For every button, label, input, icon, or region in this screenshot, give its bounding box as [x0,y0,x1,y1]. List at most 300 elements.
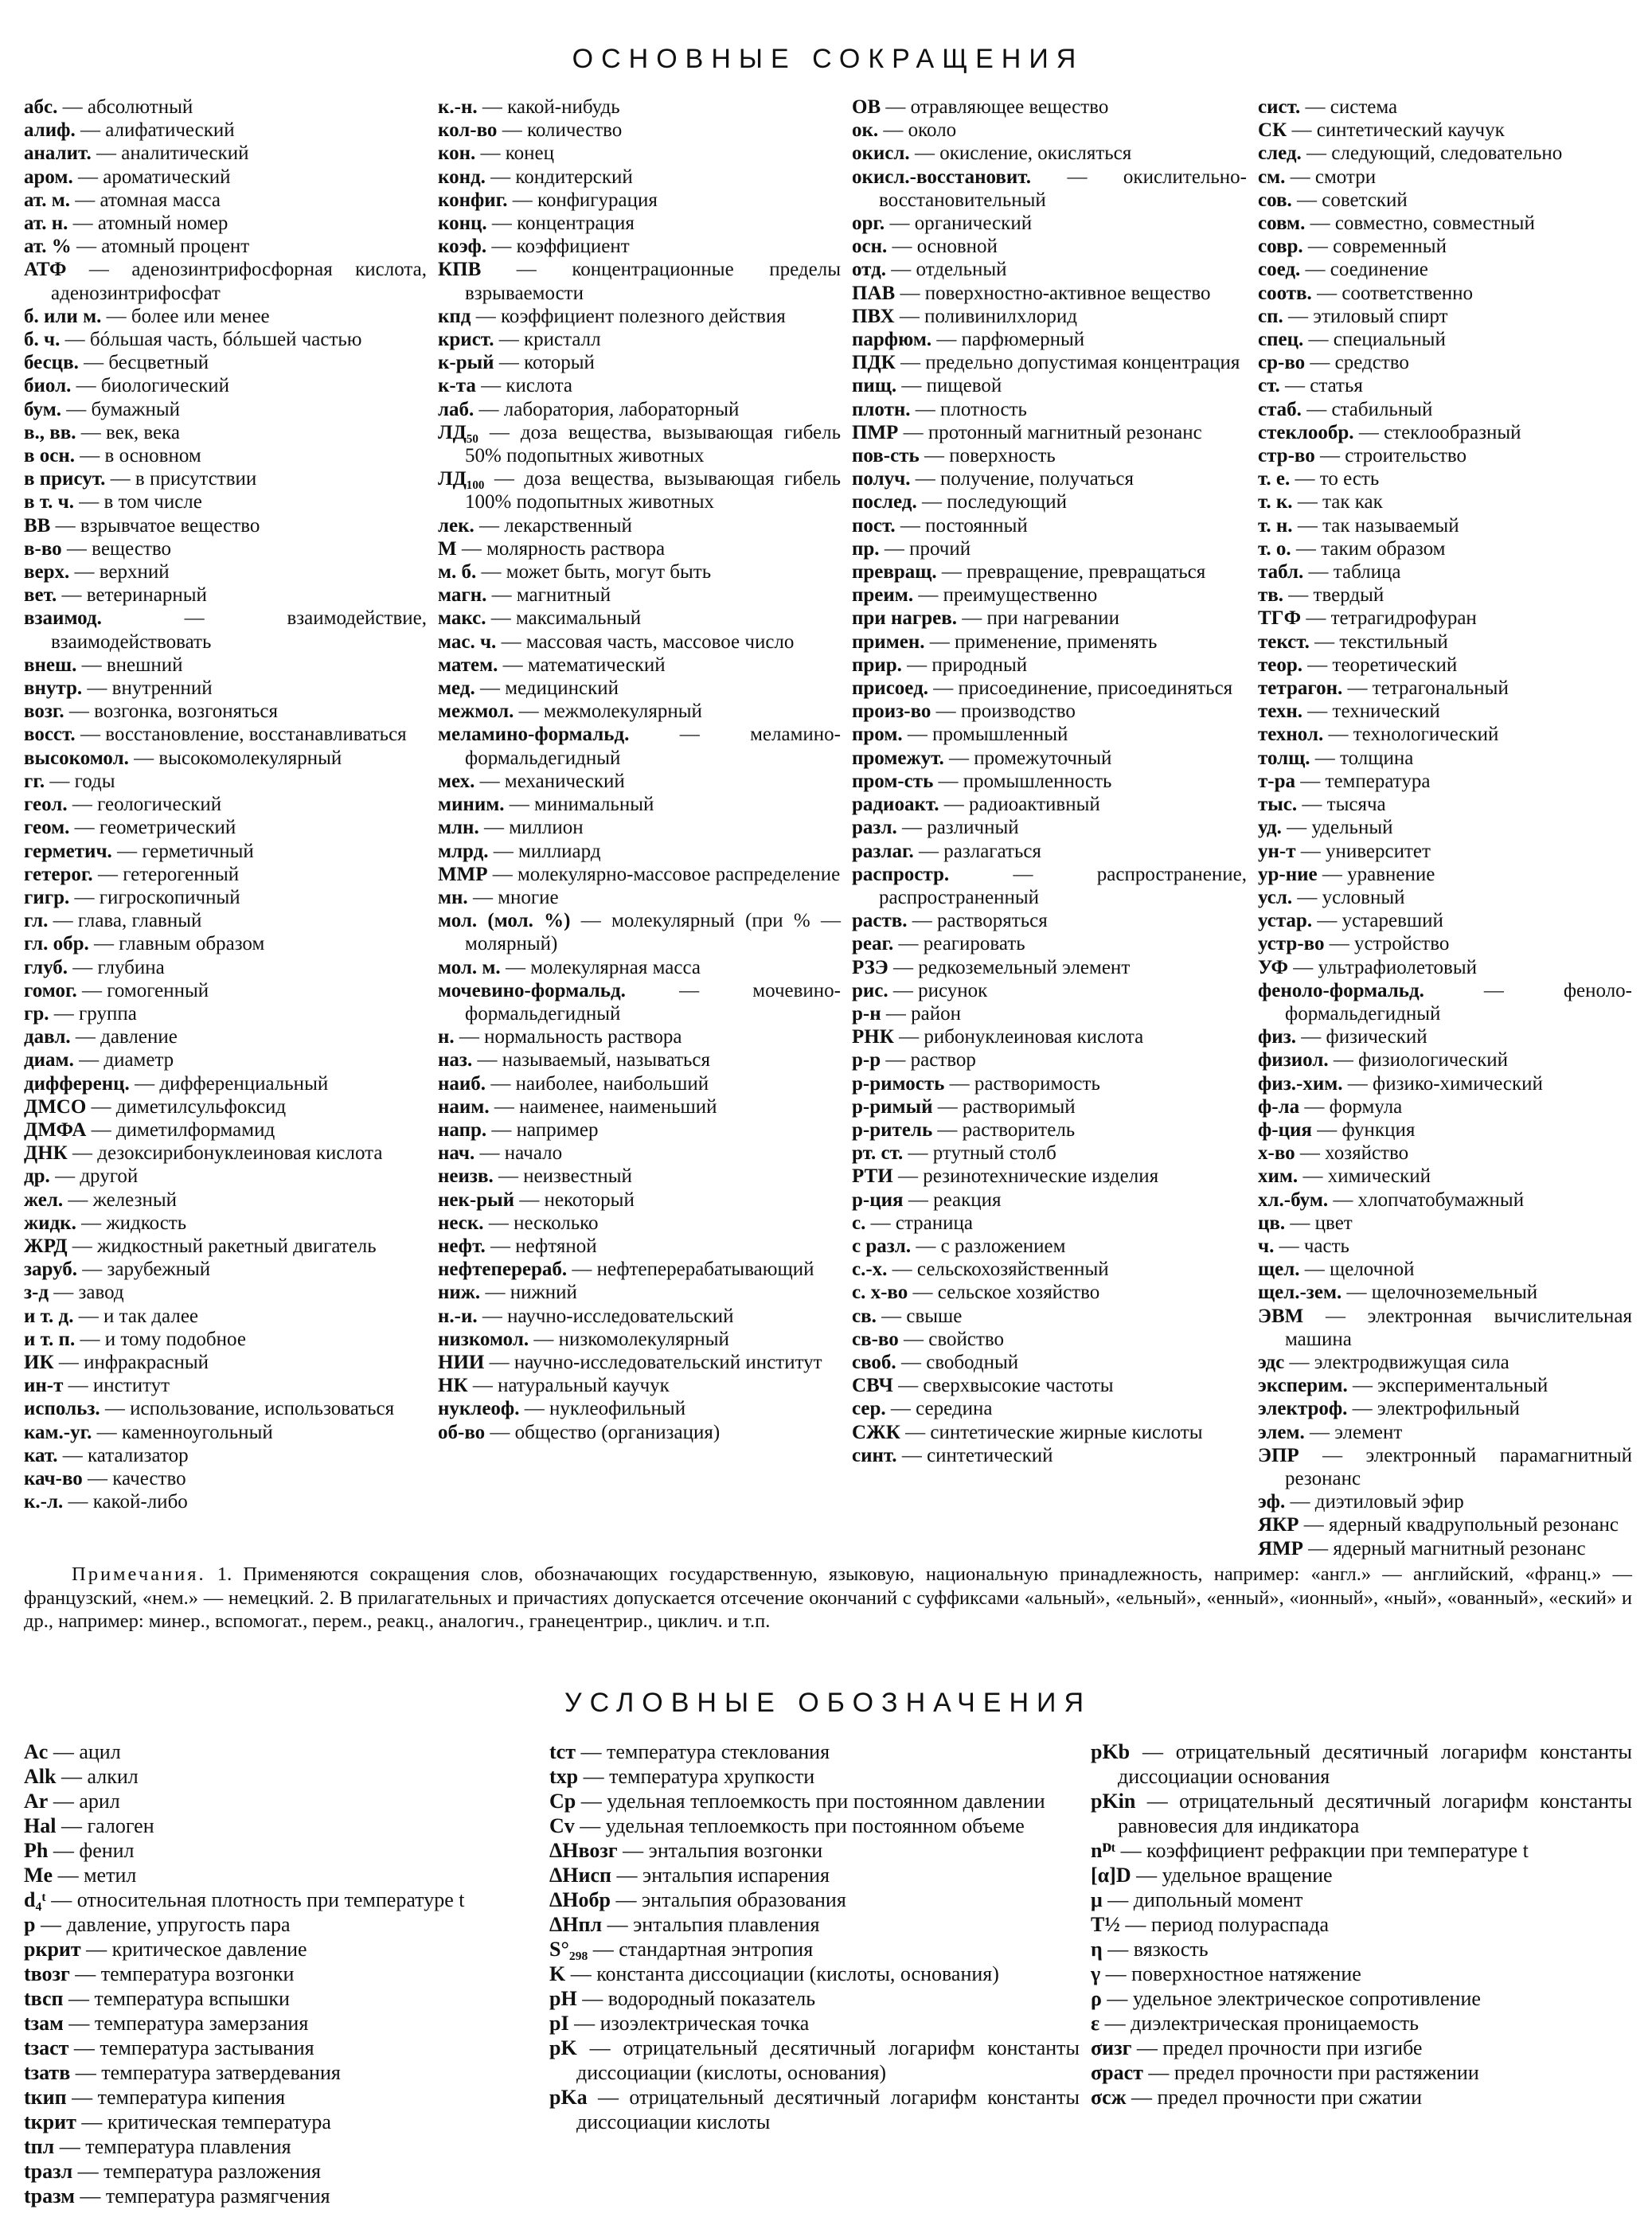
entry-term: аром. [24,166,73,188]
entry-term: ин-т [24,1375,64,1397]
entry-term: pKin [1091,1790,1136,1813]
entry-definition: устаревший [1342,910,1443,932]
entry [24,258,427,304]
entry [24,1281,427,1304]
entry-term: СК [1258,119,1287,142]
entry-dash: — [519,1398,549,1420]
entry-term: СЖК [852,1421,900,1443]
entry-term: сп. [1258,305,1283,327]
entry-definition: хлопчатобумажный [1357,1189,1525,1211]
entry-dash: — [888,956,919,978]
entry-definition: формула [1329,1095,1403,1118]
symbols-title: УСЛОВНЫЕ ОБОЗНАЧЕНИЯ [564,1688,1092,1718]
entry-term: радиоакт. [852,794,939,816]
entry-definition: атомный номер [97,213,228,235]
entry-dash: — [68,956,98,978]
entry-definition: ультрафиолетовый [1318,956,1478,978]
entry-dash: — [565,1962,597,1985]
entry [24,2184,538,2208]
entry-dash: — [1292,514,1323,537]
entry [24,1002,427,1025]
entry-definition: удельный [1311,817,1393,839]
entry-dash: — [910,398,941,420]
entry [1258,467,1632,490]
entry-term: совр. [1258,236,1303,258]
entry-dash: — [1295,1142,1326,1165]
entry-term: напр. [438,1118,487,1141]
entry-dash: — [48,1790,80,1813]
entry-definition: распространение, распространенный [879,863,1247,908]
entry [1258,119,1632,142]
entry-dash: — [497,119,527,142]
entry-dash: — [625,979,753,1001]
entry-term: получ. [852,468,911,490]
entry-term: ЭВМ [1258,1305,1304,1327]
entry-dash: — [88,933,119,955]
entry-term: м. б. [438,561,477,584]
entry-dash: — [575,1740,607,1763]
entry [852,1397,1247,1420]
entry-definition: преимущественно [943,584,1098,607]
entry-dash: — [617,1839,649,1862]
entry [852,166,1247,212]
entry-term: окисл. [852,142,910,165]
entry-dash: — [876,1305,907,1327]
entry [24,1374,427,1397]
entry-term: tкип [24,2086,67,2109]
entry-term: ΔHпл [549,1913,603,1936]
entry [1258,514,1632,537]
entry-term: уд. [1258,817,1282,839]
entry-term: ЛД₁₀₀ [438,468,485,490]
entry-term: гигр. [24,886,70,908]
entry [24,956,427,979]
entry [1258,490,1632,513]
entry-term: синт. [852,1444,897,1466]
entry [24,1937,538,1962]
entry-definition: верхний [99,561,170,584]
entry [1258,584,1632,607]
entry-definition: молярность раствора [486,537,666,560]
entry-definition: последующий [947,491,1067,513]
entry-definition: таким образом [1321,537,1446,560]
entry-dash: — [1295,840,1326,862]
entry [852,770,1247,793]
entry-term: матем. [438,654,498,676]
entry-term: заруб. [24,1259,78,1281]
entry [438,1118,841,1142]
entry-dash: — [77,1259,107,1281]
entry-definition: температура плавления [85,2135,291,2158]
entry-dash: — [1287,956,1318,978]
entry-definition: миллиард [518,840,601,862]
entry-dash: — [893,933,924,955]
entry-definition: герметичный [142,840,254,862]
entry [852,1258,1247,1281]
entry-dash: — [74,491,104,513]
entry-term: и т. п. [24,1328,76,1350]
entry [24,328,427,351]
entry-term: алиф. [24,119,76,142]
entry [24,909,427,932]
entry [438,1397,841,1420]
entry [438,421,841,467]
entry-dash: — [892,1165,924,1188]
entry-definition: парфюмерный [961,329,1085,351]
page [24,0,1632,2225]
entry-dash: — [892,1375,924,1397]
entry-dash: — [72,166,103,188]
entry-dash: — [896,375,927,397]
entry-term: восст. [24,724,76,746]
entry-dash: — [928,677,959,700]
entry-definition: аналитический [121,142,249,165]
entry-term: вет. [24,584,57,607]
entry [852,305,1247,328]
entry-definition: взаимодействие, взаимодействовать [51,607,427,653]
entry [1091,1838,1632,1863]
entry-definition: реагировать [923,933,1025,955]
entry [1258,630,1632,654]
entry [1258,886,1632,909]
entry-dash: — [902,724,933,746]
entry-term: ΔHисп [549,1864,612,1887]
entry-definition: арил [79,1790,120,1813]
entry [1258,1165,1632,1188]
entry-definition: окислительно-восстановительный [879,166,1247,211]
entry-term: плотн. [852,398,911,420]
entry-term: в., вв. [24,421,76,443]
entry-term: др. [24,1165,50,1188]
entry-dash: — [1302,654,1333,676]
entry-term: щел.-зем. [1258,1282,1342,1304]
entry-dash: — [48,910,78,932]
entry-term: ниж. [438,1282,481,1304]
entry-definition: абсолютный [87,96,193,118]
entry-definition: отравляющее вещество [910,96,1109,118]
entry-definition: биологический [100,375,230,397]
entry-dash: — [475,1142,505,1165]
entry-term: кам.-уг. [24,1421,92,1443]
entry-dash: — [484,468,525,490]
entry-dash: — [1347,1398,1377,1420]
entry-term: nᴰᵗ [1091,1839,1116,1862]
entry-term: мн. [438,886,468,908]
entry-term: в присут. [24,468,106,490]
entry-term: т. о. [1258,537,1291,560]
entry-term: элем. [1258,1421,1305,1443]
entry-dash: — [932,1118,963,1141]
entry-term: рис. [852,979,888,1001]
entry-dash: — [1424,979,1564,1001]
entry-term: щел. [1258,1259,1300,1281]
entry [549,1789,1080,1813]
entry [24,2060,538,2085]
entry-dash: — [1119,1913,1151,1936]
entry-definition: галоген [87,1814,154,1837]
entry-definition: общество (организация) [514,1421,721,1443]
entry-definition: концентрационные пределы взрываемости [465,259,841,304]
entry-term: ТГФ [1258,607,1302,630]
entry-dash: — [1283,584,1314,607]
entry [24,1962,538,1986]
entry [1258,956,1632,979]
entry-dash: — [467,1375,498,1397]
entry-term: tвозг [24,1962,70,1985]
entry-term: взаимод. [24,607,102,630]
entry [438,1351,841,1374]
entry-dash: — [486,607,516,630]
entry-dash: — [129,1072,160,1095]
entry-definition: экспериментальный [1377,1375,1549,1397]
entry [852,467,1247,490]
entry-definition: ароматический [103,166,231,188]
entry-definition: качество [112,1467,186,1489]
entry [1258,863,1632,886]
entry-term: р-р [852,1049,881,1072]
entry-term: tзам [24,2012,64,2035]
entry [852,630,1247,654]
entry-term: окисл.-восстановит. [852,166,1031,188]
entry [24,2134,538,2159]
entry [24,2159,538,2184]
entry-dash: — [76,1212,107,1234]
entry-dash: — [931,329,962,351]
entry [438,863,841,886]
entry-definition: каменноугольный [121,1421,273,1443]
entry-term: гл. обр. [24,933,89,955]
entry-term: pKb [1091,1740,1131,1763]
entry-definition: следующий, следовательно [1331,142,1563,165]
entry-term: в-во [24,537,62,560]
entry-dash: — [61,398,92,420]
entry-term: глуб. [24,956,68,978]
entry [438,654,841,677]
entry-dash: — [1102,1888,1134,1911]
entry [1258,909,1632,932]
entry-term: т. н. [1258,514,1293,537]
entry-term: физ.-хим. [1258,1072,1343,1095]
entry [24,2011,538,2036]
entry [438,1025,841,1048]
entry-dash: — [1323,724,1353,746]
entry-dash: — [487,863,517,885]
entry-definition: ядерный магнитный резонанс [1333,1537,1586,1559]
entry-dash: — [881,1002,912,1025]
entry [438,1421,841,1444]
entry-definition: гигроскопичный [99,886,240,908]
entry-dash: — [486,1118,517,1141]
entry [1258,305,1632,328]
entry-definition: изоэлектрическая точка [599,2012,810,2035]
entry [24,1444,427,1467]
entry [1258,96,1632,119]
entry-dash: — [907,910,938,932]
entry-term: pKa [549,2086,588,2109]
entry-dash: — [886,259,916,281]
entry-term: Cv [549,1814,575,1837]
entry-definition: некоторый [544,1189,635,1211]
entry-definition: глубина [97,956,165,978]
entry [438,189,841,212]
entry-definition: дезоксирибонуклеиновая кислота [97,1142,383,1165]
entry-definition: растворимость [974,1072,1100,1095]
entry-definition: стеклообразный [1384,421,1521,443]
entry-definition: водородный показатель [607,1987,816,2010]
entry-term: мол. (мол. %) [438,910,571,932]
entry-term: к-та [438,375,476,397]
entry [852,584,1247,607]
entry-definition: коэффициент полезного действия [500,305,786,327]
entry-dash: — [1303,561,1334,584]
entry-dash: — [1309,630,1340,653]
entry-term: устар. [1258,910,1313,932]
entry-dash: — [1311,1118,1342,1141]
entry [438,560,841,584]
entry [852,490,1247,513]
entry-term: стр-во [1258,445,1315,467]
entry-term: пищ. [852,375,897,397]
entry-dash: — [932,1095,963,1118]
entry-definition: средство [1334,352,1409,374]
entry-definition: производство [960,701,1076,723]
entry [852,560,1247,584]
entry-definition: хозяйство [1325,1142,1409,1165]
entry-term: феноло-формальд. [1258,979,1424,1001]
entry [438,537,841,560]
entry-dash: — [900,1421,931,1443]
entry-definition: критическое давление [111,1938,307,1961]
entry [438,700,841,723]
entry-dash: — [48,1740,80,1763]
entry-definition: цвет [1314,1212,1353,1234]
entry-dash: — [486,1072,516,1095]
entry-dash: — [489,1095,520,1118]
entry-definition: физический [1326,1026,1427,1048]
entry-dash: — [75,119,106,142]
entry-definition: синтетический каучук [1316,119,1505,142]
entry-definition: температура хрупкости [609,1765,815,1788]
entry [852,932,1247,955]
entry-definition: отрицательный десятичный логарифм константы диссоциации основания [1118,1740,1632,1788]
entry-definition: резинотехнические изделия [923,1165,1159,1188]
entry-term: сов. [1258,189,1292,211]
entry-term: кпд [438,305,471,327]
entry-term: tразл [24,2160,73,2183]
entry-definition: жидкостный ракетный двигатель [97,1235,377,1257]
entry-definition: так как [1322,491,1383,513]
entry-dash: — [931,701,961,723]
entry [1258,747,1632,770]
entry-definition: смотри [1314,166,1377,188]
entry-definition: неизвестный [523,1165,632,1188]
entry-term: пост. [852,514,896,537]
entry [24,514,427,537]
entry-dash: — [909,142,940,165]
entry-term: ε [1091,2012,1100,2035]
entry [24,932,427,955]
entry-definition: середина [916,1398,993,1420]
entry [24,2036,538,2060]
entry [549,1863,1080,1887]
entry [1091,1962,1632,1986]
entry [24,979,427,1002]
entry-term: нек-рый [438,1189,515,1211]
entry-definition: удельная теплоемкость при постоянном давлении [607,1790,1045,1813]
entry-term: использ. [24,1398,100,1420]
entry-term: послед. [852,491,917,513]
entry-dash: — [76,421,107,443]
entry-definition: научно-исследовательский [507,1305,734,1327]
entry-definition: алифатический [105,119,235,142]
entry-term: примен. [852,630,925,653]
entry-term: ИК [24,1351,54,1373]
entry-definition: постоянный [925,514,1028,537]
entry-term: tст [549,1740,576,1763]
entry-definition: строительство [1345,445,1467,467]
entry-definition: предел прочности при растяжении [1174,2061,1479,2084]
entry-definition: молекулярный (при % — молярный) [465,910,841,955]
entry-definition: энтальпия плавления [633,1913,820,1936]
entry-term: tвсп [24,1987,64,2010]
entry-term: р-римость [852,1072,945,1095]
entry [24,1986,538,2011]
entry [24,142,427,165]
entry-dash: — [1131,2036,1163,2059]
entry [852,909,1247,932]
entry [438,584,841,607]
entry-definition: критическая температура [107,2110,331,2133]
entry-dash: — [895,514,926,537]
entry [1258,1397,1632,1420]
entry-definition: растворимый [963,1095,1076,1118]
entry-dash: — [1131,1864,1162,1887]
entry-dash: — [504,794,535,816]
entry [24,1490,427,1513]
entry-dash: — [456,537,487,560]
entry-dash: — [895,352,926,374]
entry-definition: ацил [79,1740,121,1763]
entry-definition: метил [84,1864,137,1887]
entry-dash: — [894,305,925,327]
entry-term: с. х-во [852,1282,908,1304]
entry [438,305,841,328]
entry [1258,328,1632,351]
entry-term: ат. м. [24,189,71,211]
entry [438,351,841,374]
entry-definition: предельно допустимая концентрация [925,352,1240,374]
entry [852,1118,1247,1142]
entry-dash: — [1302,236,1334,258]
entry-term: жел. [24,1189,64,1211]
entry-definition: минимальный [534,794,654,816]
entry-dash: — [1302,1537,1334,1559]
entry-term: наим. [438,1095,490,1118]
entry-definition: энтальпия испарения [642,1864,830,1887]
entry [852,1374,1247,1397]
entry-definition: температура возгонки [100,1962,295,1985]
entry-term: ДМСО [24,1095,87,1118]
entry [1091,1887,1632,1912]
entry-definition: дипольный момент [1133,1888,1303,1911]
entry [438,607,841,630]
entry-definition: твердый [1313,584,1384,607]
entry-dash: — [63,1491,93,1513]
entry [1258,979,1632,1025]
entry-dash: — [57,1444,88,1466]
entry-dash: — [53,1351,84,1373]
entry-term: эдс [1258,1351,1285,1373]
